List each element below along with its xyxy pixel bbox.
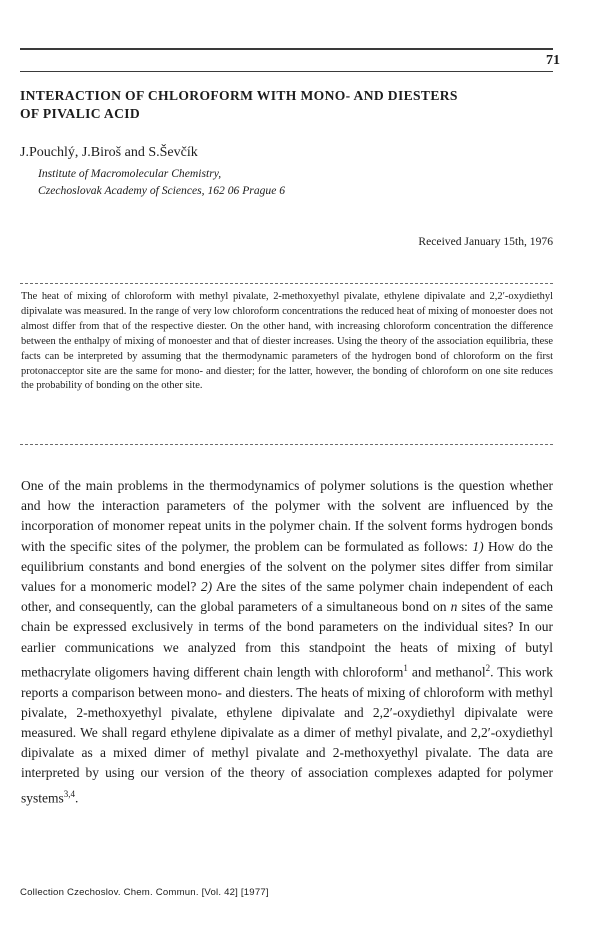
question-1-number: 1) bbox=[472, 538, 484, 554]
abstract-top-divider bbox=[20, 283, 553, 284]
abstract: The heat of mixing of chloroform with methyl pivalate, 2-methoxyethyl pivalate, ethylene dipivalate and 2,2′-oxydiethyl dipivalate was measured. In the range of very low chloroform concentrations the reduced heat of mixing of monoester does not almost differ from that of the respective diester. On the other hand, with increasing chloroform concentration the difference between the enthalpy of mixing of monoester and that of diester increases. Using the theory of the association equilibria, these facts can be interpreted by assuming that the thermodynamic parameters of the hydrogen bond of chloroform on the first protonacceptor site are the same for mono- and diester; for the latter, however, the bonding of chloroform on one site reduces the probability of bonding on the other site. bbox=[21, 291, 553, 392]
title-line-2: OF PIVALIC ACID bbox=[20, 106, 141, 121]
question-2-text-a: Are the sites of the same polymer chain independent of each other, and consequently, can the global parameters of a simultaneous bond on bbox=[21, 579, 553, 615]
question-2-number: 2) bbox=[200, 579, 213, 595]
authors: J.Pouchlý, J.Biroš and S.Ševčík bbox=[20, 145, 198, 160]
body-text-d: . This work reports a comparison between mono- and diesters. The heats of mixing of chloroform with methyl pivalate, 2-methoxyethyl pivalate, ethylene dipivalate and 2,2′-oxydiethyl dipivalate were measured. We shall regard ethylene dipivalate as a dimer of methyl pivalate, and 2,2′-oxydiethyl dipivalate as a mixed dimer of methyl pivalate and 2-methoxyethyl pivalate. The data are interpreted by using our version of the theory of association complexes adapted for polymer systems bbox=[21, 664, 553, 806]
abstract-bottom-divider bbox=[20, 444, 553, 445]
header-rule bbox=[20, 71, 553, 72]
journal-citation-footer: Collection Czechoslov. Chem. Commun. [Vol. 42] [1977] bbox=[20, 887, 269, 898]
body-text-c: and methanol bbox=[407, 664, 486, 680]
page-number: 71 bbox=[546, 53, 560, 68]
body-paragraph bbox=[21, 476, 553, 808]
reference-3-4: 3,4 bbox=[63, 788, 76, 799]
variable-n: n bbox=[450, 599, 458, 615]
affiliation-line-1: Institute of Macromolecular Chemistry, bbox=[38, 167, 222, 180]
reference-2: 2 bbox=[485, 662, 491, 673]
body-text-intro: One of the main problems in the thermodynamics of polymer solutions is the question whether and how the interaction parameters of the polymer with the solvent are influenced by the incorporation of monomer repeat units in the polymer chain. If the solvent forms hydrogen bonds with the specific sites of the polymer, the problem can be formulated as follows: bbox=[21, 478, 553, 554]
top-rule bbox=[20, 48, 553, 50]
title-line-1: INTERACTION OF CHLOROFORM WITH MONO- AND DIESTERS bbox=[20, 88, 458, 103]
question-1-text: How do the equilibrium constants and bond energies of the solvent on the polymer sites differ from similar values for a monomeric model? bbox=[21, 538, 554, 595]
reference-1: 1 bbox=[403, 662, 408, 673]
body-text-e: . bbox=[75, 790, 79, 806]
article-title bbox=[20, 87, 560, 123]
question-2-text-b: sites of the same chain be expressed exclusively in terms of the bond parameters on the individual sites? In our earlier communications we analyzed from this standpoint the heats of mixing of butyl methacrylate oligomers having different chain length with chloroform bbox=[21, 599, 553, 680]
received-date: Received January 15th, 1976 bbox=[418, 235, 553, 248]
affiliation-line-2: Czechoslovak Academy of Sciences, 162 06 Prague 6 bbox=[38, 184, 286, 197]
